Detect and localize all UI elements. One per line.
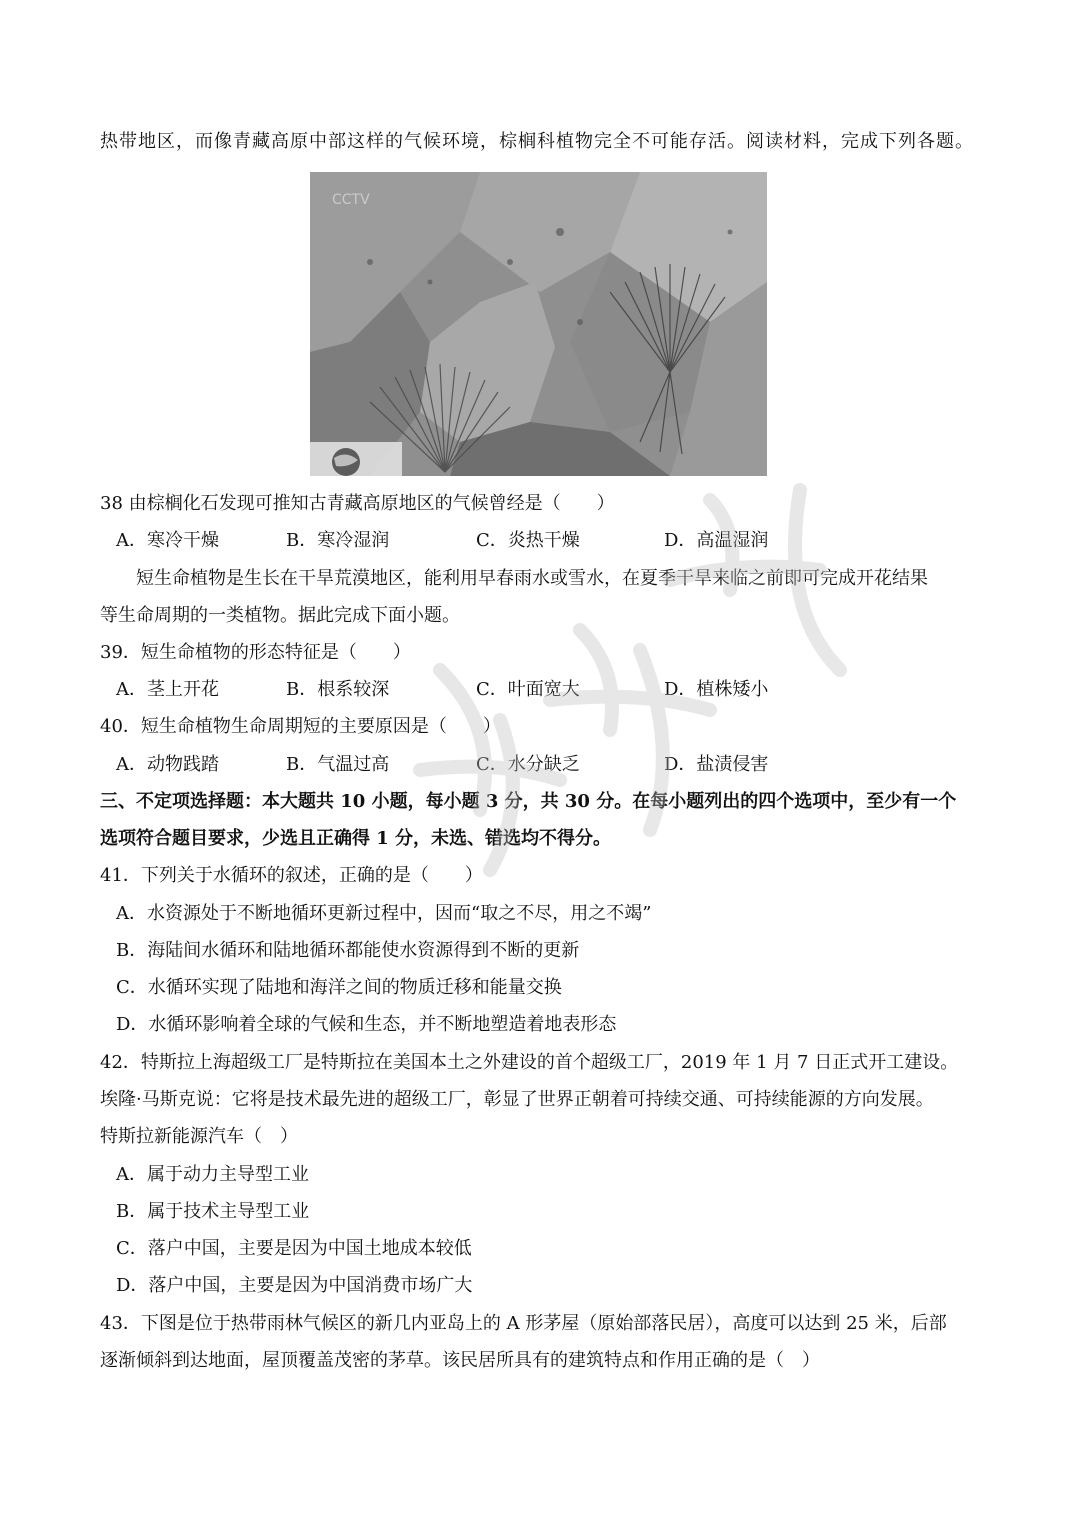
passage-short-life-plants-line1: 短生命植物是生长在干旱荒漠地区，能利用早春雨水或雪水，在夏季干旱来临之前即可完成开花结果 bbox=[136, 568, 928, 589]
q42-option-a: A．属于动力主导型工业 bbox=[116, 1164, 309, 1185]
intro-text: 热带地区，而像青藏高原中部这样的气候环境，棕榈科植物完全不可能存活。阅读材料，完成下列各题。 bbox=[100, 131, 974, 152]
q40-option-b: B．气温过高 bbox=[286, 754, 390, 775]
q38-option-b: B．寒冷湿润 bbox=[286, 530, 390, 551]
q38-option-d: D．高温湿润 bbox=[664, 530, 769, 551]
q41-option-d: D．水循环影响着全球的气候和生态，并不断地塑造着地表形态 bbox=[116, 1014, 617, 1035]
cctv-logo: CCTV bbox=[332, 192, 370, 208]
q41-stem: 41．下列关于水循环的叙述，正确的是（ ） bbox=[100, 865, 483, 886]
q42-option-d: D．落户中国，主要是因为中国消费市场广大 bbox=[116, 1275, 473, 1296]
q40-option-a: A．动物践踏 bbox=[116, 754, 219, 775]
passage-short-life-plants-line2: 等生命周期的一类植物。据此完成下面小题。 bbox=[100, 605, 460, 626]
q39-option-b: B．根系较深 bbox=[286, 679, 390, 700]
q42-stem-line3: 特斯拉新能源汽车（ ） bbox=[100, 1126, 298, 1147]
section3-heading-line2: 选项符合题目要求，少选且正确得 1 分，未选、错选均不得分。 bbox=[100, 828, 612, 849]
q40-option-c: C．水分缺乏 bbox=[476, 754, 580, 775]
q40-option-d: D．盐渍侵害 bbox=[664, 754, 769, 775]
q38-stem: 38 由棕榈化石发现可推知古青藏高原地区的气候曾经是（ ） bbox=[100, 493, 615, 514]
section3-heading-line1: 三、不定项选择题：本大题共 10 小题，每小题 3 分，共 30 分。在每小题列出的四个选项中，至少有一个 bbox=[100, 791, 957, 812]
q42-stem-line1: 42．特斯拉上海超级工厂是特斯拉在美国本土之外建设的首个超级工厂，2019 年 1 月 7 日正式开工建设。 bbox=[100, 1052, 959, 1073]
q39-option-a: A．茎上开花 bbox=[116, 679, 219, 700]
q43-stem-line1: 43．下图是位于热带雨林气候区的新几内亚岛上的 A 形茅屋（原始部落民居），高度可以达到 25 米，后部 bbox=[100, 1313, 947, 1334]
q38-option-c: C．炎热干燥 bbox=[476, 530, 580, 551]
q42-option-b: B．属于技术主导型工业 bbox=[116, 1201, 310, 1222]
q42-option-c: C．落户中国，主要是因为中国土地成本较低 bbox=[116, 1238, 472, 1259]
q41-option-c: C．水循环实现了陆地和海洋之间的物质迁移和能量交换 bbox=[116, 977, 562, 998]
q41-option-a: A．水资源处于不断地循环更新过程中，因而“取之不尽，用之不竭” bbox=[116, 903, 652, 924]
palm-fossil-photo bbox=[310, 172, 767, 476]
q42-stem-line2: 埃隆·马斯克说：它将是技术最先进的超级工厂，彰显了世界正朝着可持续交通、可持续能源的方向发展。 bbox=[100, 1089, 934, 1110]
q39-stem: 39．短生命植物的形态特征是（ ） bbox=[100, 642, 411, 663]
q41-option-b: B．海陆间水循环和陆地循环都能使水资源得到不断的更新 bbox=[116, 940, 580, 961]
q40-stem: 40．短生命植物生命周期短的主要原因是（ ） bbox=[100, 716, 501, 737]
q38-option-a: A．寒冷干燥 bbox=[116, 530, 219, 551]
q39-option-c: C．叶面宽大 bbox=[476, 679, 580, 700]
q43-stem-line2: 逐渐倾斜到达地面，屋顶覆盖茂密的茅草。该民居所具有的建筑特点和作用正确的是（ ） bbox=[100, 1350, 820, 1371]
q39-option-d: D．植株矮小 bbox=[664, 679, 769, 700]
